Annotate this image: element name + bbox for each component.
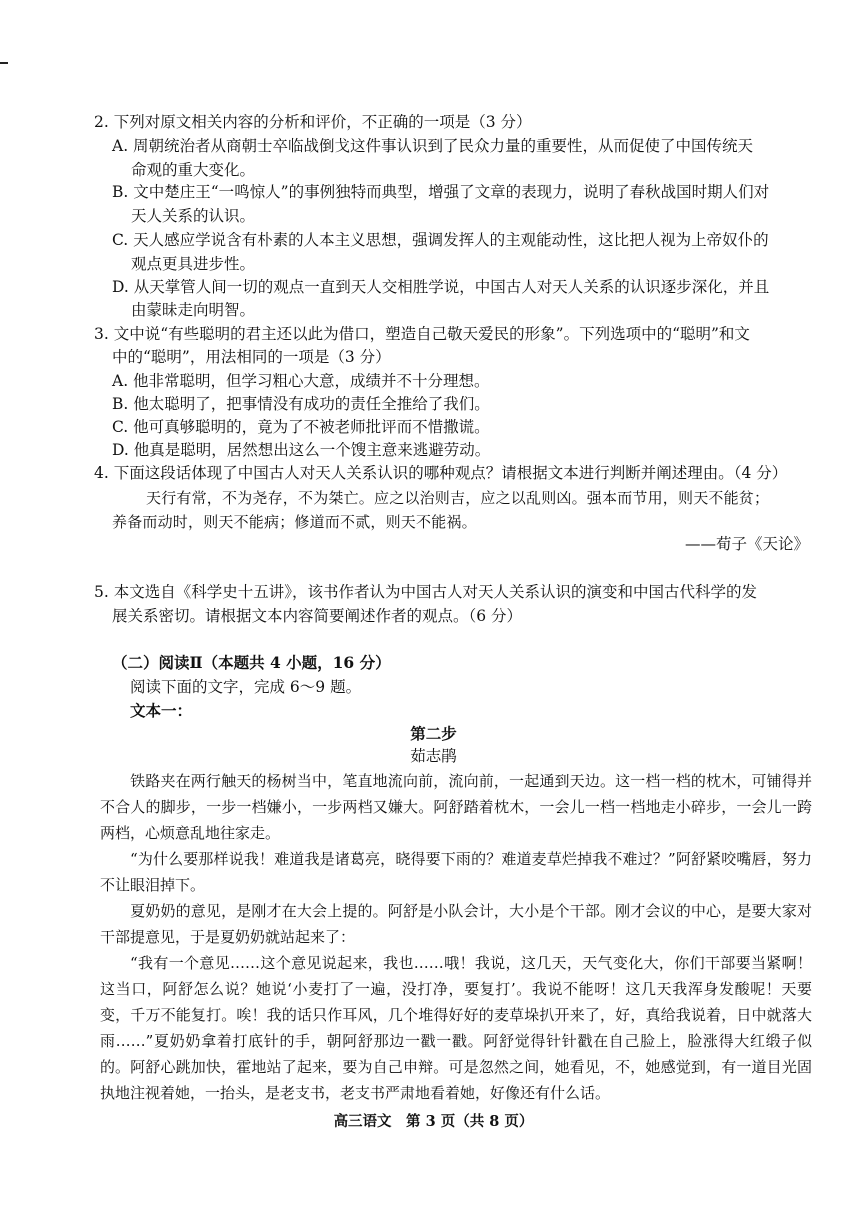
section-instruction: 阅读下面的文字，完成 6～9 题。 [130, 678, 362, 696]
q5-stem: 5. 本文选自《科学史十五讲》，该书作者认为中国古人对天人关系认识的演变和中国古代科学的发 [94, 583, 757, 601]
q5-stem-cont: 展关系密切。请根据文本内容简要阐述作者的观点。（6 分） [112, 607, 523, 625]
story-title: 第二步 [410, 724, 457, 743]
q2-option-d: D. 从天掌管人间一切的观点一直到天人交相胜学说，中国古人对天人关系的认识逐步深化，并且 [112, 278, 770, 296]
q3-option-a: A. 他非常聪明，但学习粗心大意，成绩并不十分理想。 [112, 372, 490, 390]
q3-option-b: B. 他太聪明了，把事情没有成功的责任全推给了我们。 [112, 395, 490, 413]
q2-option-a: A. 周朝统治者从商朝士卒临战倒戈这件事认识到了民众力量的重要性，从而促使了中国传统天 [112, 137, 754, 155]
scan-edge-mark [0, 62, 8, 64]
q3-stem-cont: 中的“聪明”，用法相同的一项是（3 分） [112, 348, 391, 366]
text-one-label: 文本一： [130, 701, 193, 720]
q4-quote-line1: 天行有常，不为尧存，不为桀亡。应之以治则吉，应之以乱则凶。强本而节用，则天不能贫； [146, 489, 770, 507]
q2-option-d-cont: 由蒙昧走向明智。 [131, 301, 256, 319]
story-paragraph: 铁路夹在两行触天的杨树当中，笔直地流向前，流向前，一起通到天边。这一档一档的枕木，可铺得并不合人的脚步，一步一档嫌小，一步两档又嫌大。阿舒踏着枕木，一会儿一档一档地走小碎步，一会儿一跨两档，心烦意乱地往家走。 [100, 772, 812, 842]
story-paragraph: 阿舒心跳加快，霍地站了起来，要为自己申辩。可是忽然之间，她看见，不，她感觉到，有一道目光固执地注视着她，一抬头，是老支书，老支书严肃地看着她，好像还有什么话。 [100, 1058, 812, 1102]
q3-option-c: C. 他可真够聪明的，竟为了不被老师批评而不惜撒谎。 [112, 418, 490, 436]
story-paragraph: 夏奶奶的意见，是刚才在大会上提的。阿舒是小队会计，大小是个干部。刚才会议的中心，是要大家对干部提意见，于是夏奶奶就站起来了： [100, 902, 812, 946]
q2-option-b-cont: 天人关系的认识。 [131, 207, 256, 225]
q2-stem: 2. 下列对原文相关内容的分析和评价，不正确的一项是（3 分） [94, 113, 532, 131]
story-paragraph: “为什么要那样说我！难道我是诸葛亮，晓得要下雨的？难道麦草烂掉我不难过？”阿舒紧咬嘴唇，努力不让眼泪掉下。 [100, 850, 812, 894]
q2-option-a-cont: 命观的重大变化。 [131, 161, 256, 179]
q2-option-b: B. 文中楚庄王“一鸣惊人”的事例独特而典型，增强了文章的表现力，说明了春秋战国时期人们对 [112, 183, 770, 201]
q2-option-c: C. 天人感应学说含有朴素的人本主义思想，强调发挥人的主观能动性，这比把人视为上帝奴仆的 [112, 231, 769, 249]
q3-stem: 3. 文中说“有些聪明的君主还以此为借口，塑造自己敬天爱民的形象”。下列选项中的“聪明”和文 [94, 325, 750, 343]
story-author: 茹志鹃 [410, 747, 457, 765]
q2-option-c-cont: 观点更具进步性。 [131, 255, 256, 273]
q4-stem: 4. 下面这段话体现了中国古人对天人关系认识的哪种观点？请根据文本进行判断并阐述理由。（4 分） [94, 464, 788, 482]
q4-quote-line2: 养备而动时，则天不能病；修道而不贰，则天不能祸。 [112, 513, 477, 531]
q3-option-d: D. 他真是聪明，居然想出这么一个馊主意来逃避劳动。 [112, 441, 491, 459]
story-paragraph: “我有一个意见……这个意见说起来，我也……哦！我说，这几天，天气变化大，你们干部要当紧啊！这当口，阿舒怎么说？她说‘小麦打了一遍，没打净，要复打’。我说不能呀！这几天我浑身发酸呢！天要变，千万不能复打。唉！我的话只作耳风，几个堆得好好的麦草垛扒开来了，好，真给我说着，日中就落大雨……”夏奶奶拿着打底针的手，朝阿舒那边一戳一戳。阿舒觉得针针戳在自己脸上，脸涨得大红缎子似的。 [100, 954, 812, 1076]
q4-quote-source: ——荀子《天论》 [684, 535, 809, 553]
page-footer: 高三语文 第 3 页（共 8 页） [333, 1113, 534, 1130]
section-heading: （二）阅读Ⅱ（本题共 4 小题，16 分） [112, 653, 391, 672]
